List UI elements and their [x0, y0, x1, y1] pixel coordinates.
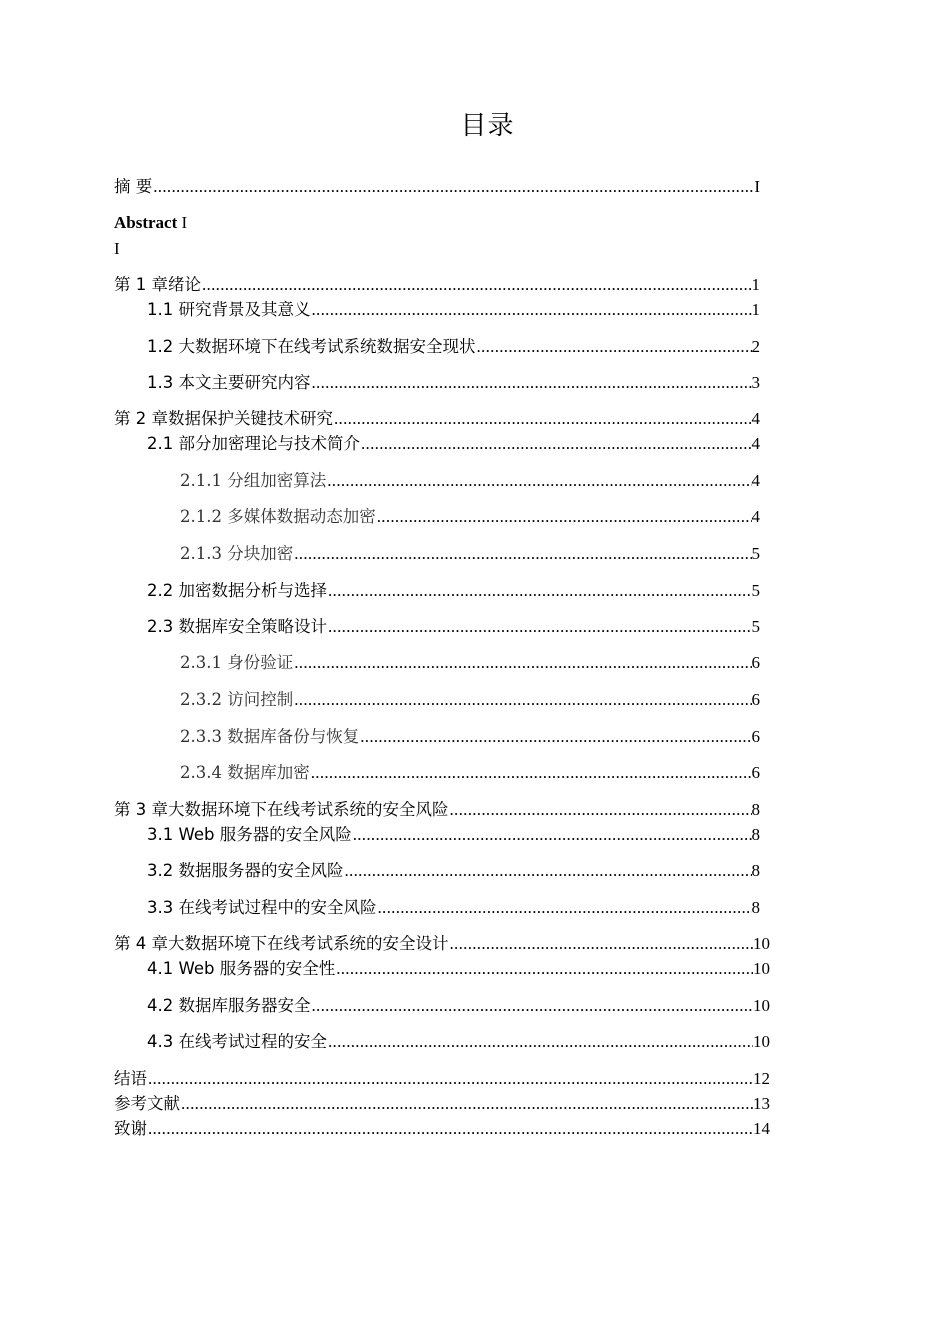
toc-page: 10	[753, 996, 770, 1015]
toc-page: 5	[751, 581, 760, 600]
toc-entry[interactable]	[147, 1031, 770, 1053]
toc-entry[interactable]	[147, 336, 760, 358]
toc-page: 4	[751, 434, 760, 453]
toc-page: 3	[751, 373, 760, 392]
toc-label: 2.1 部分加密理论与技术简介	[147, 434, 360, 453]
toc-label: 参考文献	[114, 1094, 180, 1113]
toc-label: 2.3.4 数据库加密	[180, 763, 310, 782]
toc-label: 第 2 章数据保护关键技术研究	[114, 409, 333, 428]
toc-entry[interactable]	[147, 897, 760, 919]
toc-leader	[344, 860, 752, 882]
toc-leader	[360, 433, 752, 455]
toc-page: 10	[753, 959, 770, 978]
toc-label: 摘 要	[114, 177, 153, 196]
toc-label: 1.1 研究背景及其意义	[147, 300, 311, 319]
toc-page: 6	[751, 727, 760, 746]
toc-leader	[326, 470, 751, 492]
toc-leader	[376, 506, 752, 528]
toc-page: 6	[751, 653, 760, 672]
toc-leader	[311, 372, 752, 394]
toc-entry[interactable]	[147, 433, 760, 455]
toc-page: 4	[751, 471, 760, 490]
toc-leader	[293, 543, 751, 565]
toc-label: 2.1.1 分组加密算法	[180, 471, 327, 490]
toc-entry-abstract-en[interactable]	[114, 212, 187, 234]
toc-page: 13	[753, 1094, 770, 1113]
toc-entry[interactable]	[114, 799, 760, 821]
toc-entry[interactable]	[180, 470, 760, 492]
toc-page: 1	[751, 275, 760, 294]
toc-entry[interactable]	[147, 616, 760, 638]
toc-leader	[352, 824, 752, 846]
toc-leader	[293, 689, 751, 711]
toc-leader	[449, 799, 752, 821]
toc-entry[interactable]	[114, 1068, 770, 1090]
toc-entry[interactable]	[180, 689, 760, 711]
toc-entry[interactable]	[114, 1093, 770, 1115]
toc-leader	[327, 1031, 753, 1053]
toc-label: 第 4 章大数据环境下在线考试系统的安全设计	[114, 934, 449, 953]
toc-page: 4	[751, 507, 760, 526]
toc-leader	[476, 336, 752, 358]
toc-label: 4.2 数据库服务器安全	[147, 996, 311, 1015]
toc-entry[interactable]	[147, 372, 760, 394]
toc-page: 12	[753, 1069, 770, 1088]
toc-label: 2.2 加密数据分析与选择	[147, 581, 327, 600]
toc-leader	[311, 995, 754, 1017]
toc-label: 2.3.3 数据库备份与恢复	[180, 727, 360, 746]
toc-leader	[293, 652, 751, 674]
toc-leader	[201, 274, 752, 296]
toc-leader	[377, 897, 752, 919]
toc-page: 8	[751, 825, 760, 844]
toc-label: 2.1.2 多媒体数据动态加密	[180, 507, 376, 526]
toc-page: I	[181, 213, 188, 232]
toc-entry[interactable]	[180, 543, 760, 565]
toc-leader	[327, 580, 752, 602]
toc-leader	[335, 958, 753, 980]
toc-label: 致谢	[114, 1119, 147, 1138]
toc-page: 10	[753, 934, 770, 953]
toc-entry[interactable]	[147, 995, 770, 1017]
toc-page: 14	[753, 1119, 770, 1138]
toc-label: 2.3.1 身份验证	[180, 653, 294, 672]
toc-entry[interactable]	[147, 824, 760, 846]
toc-leader	[180, 1093, 753, 1115]
toc-entry[interactable]	[180, 652, 760, 674]
toc-entry[interactable]	[114, 1118, 770, 1140]
toc-page: 8	[751, 861, 760, 880]
toc-label: 3.3 在线考试过程中的安全风险	[147, 898, 377, 917]
toc-leader	[310, 762, 752, 784]
toc-label: 2.3 数据库安全策略设计	[147, 617, 327, 636]
toc-label: 结语	[114, 1069, 147, 1088]
toc-entry[interactable]	[114, 274, 760, 296]
toc-label: 第 3 章大数据环境下在线考试系统的安全风险	[114, 800, 449, 819]
toc-page: I	[754, 177, 760, 196]
toc-entry[interactable]	[114, 933, 770, 955]
toc-label: 4.3 在线考试过程的安全	[147, 1032, 327, 1051]
toc-page: 5	[751, 617, 760, 636]
page-title: 目录	[460, 111, 515, 141]
toc-leader	[152, 176, 754, 198]
toc-leader	[327, 616, 752, 638]
toc-page: 8	[751, 800, 760, 819]
toc-leader	[359, 726, 751, 748]
toc-page: 1	[751, 300, 760, 319]
toc-leader	[147, 1118, 753, 1140]
toc-entry[interactable]	[147, 580, 760, 602]
toc-entry[interactable]	[114, 408, 760, 430]
toc-entry[interactable]	[180, 506, 760, 528]
toc-entry[interactable]	[147, 299, 760, 321]
toc-page: 2	[751, 337, 760, 356]
toc-leader	[333, 408, 752, 430]
toc-label: Abstract	[114, 213, 178, 232]
toc-leader	[147, 1068, 753, 1090]
toc-page: 5	[751, 544, 760, 563]
toc-page: 10	[753, 1032, 770, 1051]
toc-label: 1.2 大数据环境下在线考试系统数据安全现状	[147, 337, 476, 356]
toc-entry[interactable]	[147, 958, 770, 980]
toc-label: 2.1.3 分块加密	[180, 544, 294, 563]
toc-page: 6	[751, 763, 760, 782]
toc-label: 4.1 Web 服务器的安全性	[147, 959, 336, 978]
toc-page-line2: I	[114, 239, 120, 258]
toc-label: 第 1 章绪论	[114, 275, 201, 294]
toc-page: 8	[751, 898, 760, 917]
toc-label: 3.1 Web 服务器的安全风险	[147, 825, 352, 844]
toc-entry[interactable]	[147, 860, 760, 882]
toc-page: 4	[751, 409, 760, 428]
toc-label: 2.3.2 访问控制	[180, 690, 294, 709]
toc-entry-abstract-cn[interactable]	[114, 176, 760, 198]
toc-label: 3.2 数据服务器的安全风险	[147, 861, 344, 880]
toc-page: 6	[751, 690, 760, 709]
toc-entry[interactable]	[180, 762, 760, 784]
toc-leader	[449, 933, 754, 955]
toc-label: 1.3 本文主要研究内容	[147, 373, 311, 392]
toc-leader	[311, 299, 752, 321]
toc-entry[interactable]	[180, 726, 760, 748]
